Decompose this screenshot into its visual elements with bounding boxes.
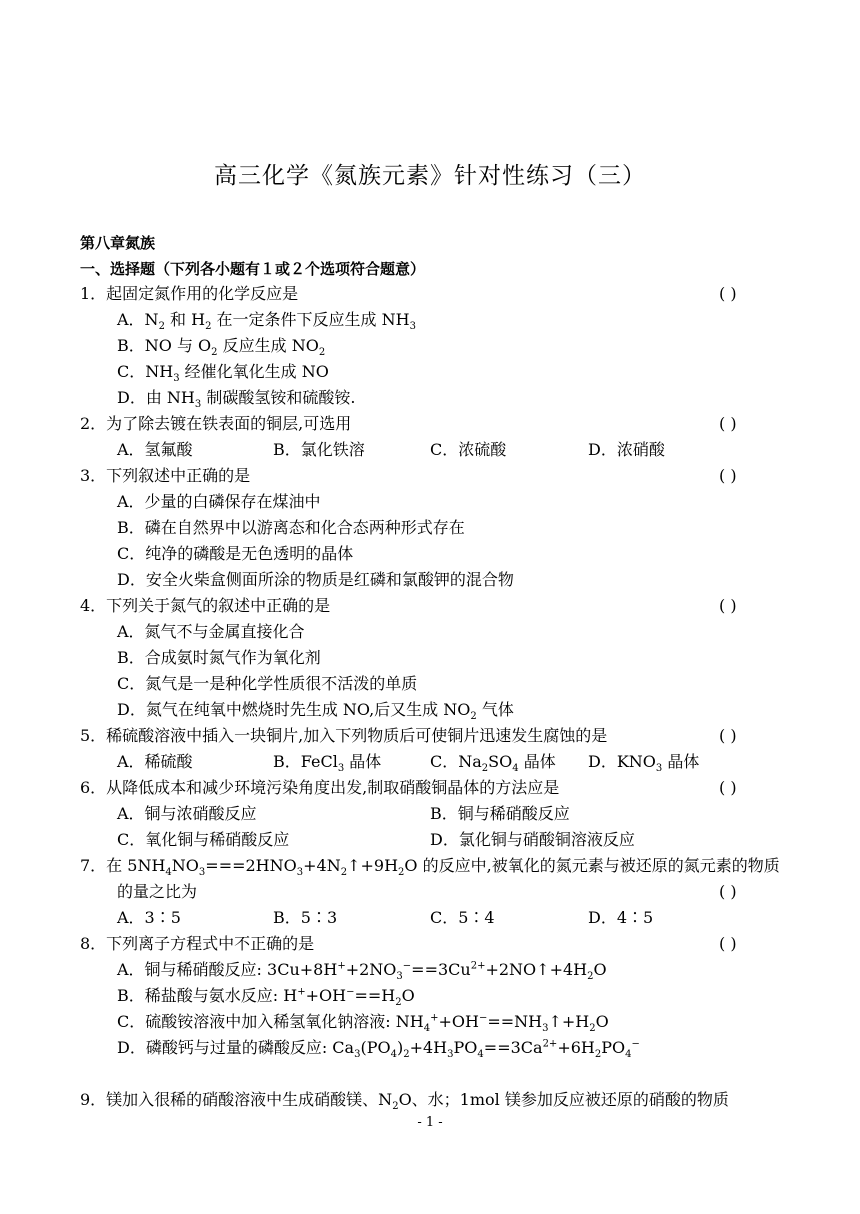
question-8-option-d: D．磷酸钙与过量的磷酸反应: $Ca_3(PO_4)_2+4H_3PO_4==3Ca^{2+}+6H_2PO_4^-$ [117,1038,640,1061]
question-3-answer-paren: ( ) [719,466,737,485]
question-2-stem: 2．为了除去镀在铁表面的铜层,可选用 [80,414,352,433]
question-4-option-c: C．氮气是一是种化学性质很不活泼的单质 [117,674,418,693]
question-5-option-a: A．稀硫酸 [117,752,193,771]
question-4-option-a: A．氮气不与金属直接化合 [117,622,305,641]
question-7-option-d: D．4∶5 [588,908,654,927]
question-8-option-b: B．稀盐酸与氨水反应: $H^++OH^-==H_2O$ [117,986,415,1009]
question-7-answer-paren: ( ) [719,882,737,901]
question-3-option-b: B．磷在自然界中以游离态和化合态两种形式存在 [117,518,465,537]
question-3-option-a: A．少量的白磷保存在煤油中 [117,492,321,511]
question-8-stem: 8．下列离子方程式中不正确的是 [80,934,315,953]
section-heading: 一、选择题（下列各小题有１或２个选项符合题意） [80,260,426,278]
question-1-answer-paren: ( ) [719,284,737,303]
question-4-answer-paren: ( ) [719,596,737,615]
question-1-option-b: B．NO 与 $O_2$ 反应生成 $NO_2$ [117,336,326,359]
question-5-stem: 5．稀硫酸溶液中插入一块铜片,加入下列物质后可使铜片迅速发生腐蚀的是 [80,726,608,745]
question-5-option-b: B．FeCl$_3$ 晶体 [273,752,382,775]
question-1-stem: 1．起固定氮作用的化学反应是 [80,284,299,303]
question-2-option-c: C．浓硫酸 [430,440,507,459]
chapter-heading: 第八章氮族 [80,234,156,252]
question-2-option-b: B．氯化铁溶 [273,440,365,459]
question-2-answer-paren: ( ) [719,414,737,433]
question-4-option-d: D．氮气在纯氧中燃烧时先生成 NO,后又生成 $NO_2$ 气体 [117,700,514,723]
question-6-option-c: C．氧化铜与稀硝酸反应 [117,830,290,849]
question-5-answer-paren: ( ) [719,726,737,745]
question-7-option-b: B．5∶3 [273,908,338,927]
question-6-option-d: D．氯化铜与硝酸铜溶液反应 [430,830,635,849]
question-1-option-a: A．$N_2$ 和 $H_2$ 在一定条件下反应生成 $NH_3$ [117,310,416,333]
question-3-option-d: D．安全火柴盒侧面所涂的物质是红磷和氯酸钾的混合物 [117,570,514,589]
question-6-option-a: A．铜与浓硝酸反应 [117,804,257,823]
question-4-option-b: B．合成氨时氮气作为氧化剂 [117,648,321,667]
question-7-option-a: A．3∶5 [117,908,181,927]
question-5-option-c: C．$Na_2SO_4$ 晶体 [430,752,556,775]
question-2-option-a: A．氢氟酸 [117,440,193,459]
question-1-option-c: C．$NH_3$ 经催化氧化生成 NO [117,362,329,385]
question-1-option-d: D．由 $NH_3$ 制碳酸氢铵和硫酸铵. [117,388,356,411]
question-7-stem-line2: 的量之比为 [117,882,198,901]
question-6-answer-paren: ( ) [719,778,737,797]
question-6-option-b: B．铜与稀硝酸反应 [430,804,570,823]
page-number: - 1 - [417,1115,443,1130]
question-5-option-d: D．$KNO_3$ 晶体 [588,752,700,775]
question-8-answer-paren: ( ) [719,934,737,953]
question-8-option-a: A．铜与稀硝酸反应: $3Cu+8H^++2NO_3^-==3Cu^{2+}+2NO↑+4H_2O$ [117,960,607,983]
question-3-stem: 3．下列叙述中正确的是 [80,466,251,485]
question-6-stem: 6．从降低成本和减少环境污染角度出发,制取硝酸铜晶体的方法应是 [80,778,560,797]
question-8-option-c: C．硫酸铵溶液中加入稀氢氧化钠溶液: $NH_4^++OH^-==NH_3↑+H_2O$ [117,1012,609,1035]
question-4-stem: 4．下列关于氮气的叙述中正确的是 [80,596,331,615]
question-7-stem: 7．在 $5NH_4NO_3===2HNO_3+4N_2↑+9H_2O$ 的反应中,被氧化的氮元素与被还原的氮元素的物质 [80,856,780,879]
question-9-stem: 9．镁加入很稀的硝酸溶液中生成硝酸镁、$N_2O$、水；1mol 镁参加反应被还原的硝酸的物质 [80,1090,729,1113]
question-3-option-c: C．纯净的磷酸是无色透明的晶体 [117,544,354,563]
question-7-option-c: C．5∶4 [430,908,495,927]
page-title: 高三化学《氮族元素》针对性练习（三） [214,163,646,189]
question-2-option-d: D．浓硝酸 [588,440,665,459]
